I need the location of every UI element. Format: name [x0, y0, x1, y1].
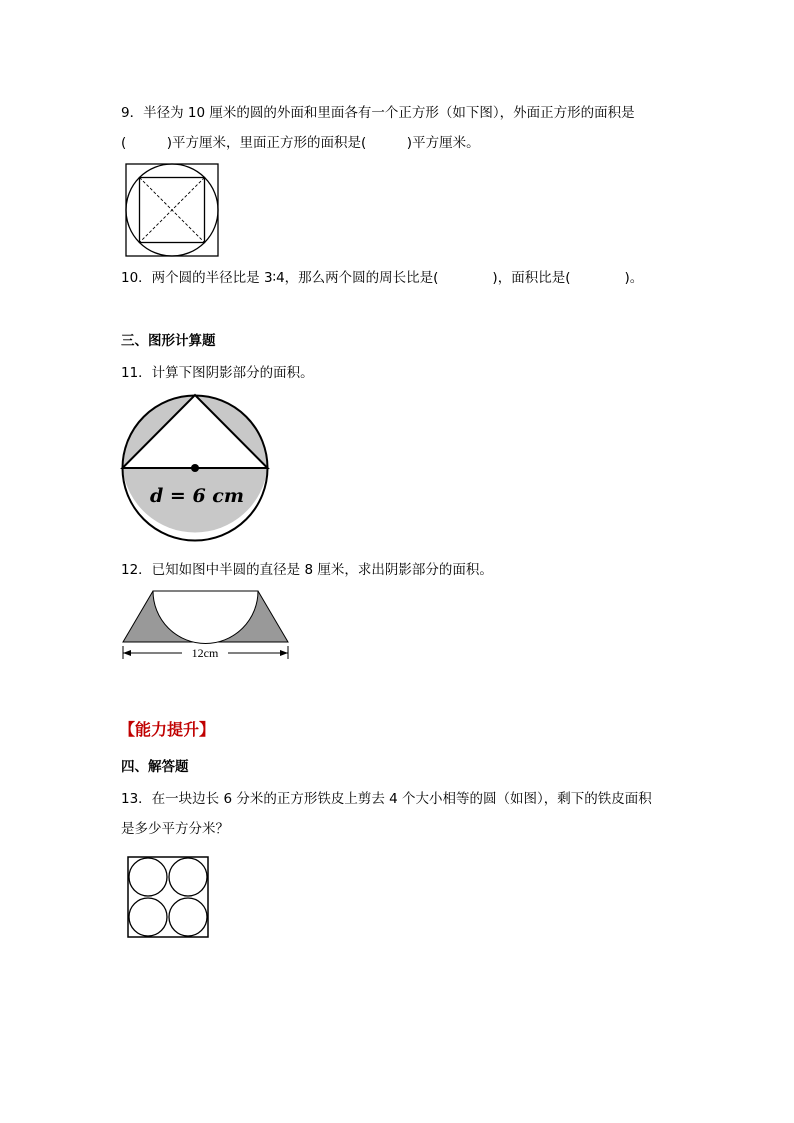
- section3-title: 三、图形计算题: [121, 333, 216, 349]
- circle-top-right: [169, 858, 207, 896]
- square: [128, 857, 208, 937]
- q9-line2: ( )平方厘米，里面正方形的面积是( )平方厘米。: [121, 135, 480, 151]
- center-dot: [191, 464, 199, 472]
- diagonal-2: [140, 178, 205, 243]
- q13-line2: 是多少平方分米？: [121, 821, 229, 837]
- q11-text: 11．计算下图阴影部分的面积。: [121, 365, 314, 381]
- q9-figure: [125, 163, 219, 257]
- q13-figure: [127, 856, 210, 939]
- q12-figure: [120, 588, 290, 662]
- section4-title: 四、解答题: [121, 759, 189, 775]
- q9-line1: 9．半径为 10 厘米的圆的外面和里面各有一个正方形（如下图），外面正方形的面积是: [121, 105, 635, 121]
- dim-arrow-left: [123, 650, 131, 656]
- dim-arrow-right: [280, 650, 288, 656]
- ability-title: 【能力提升】: [119, 720, 216, 739]
- circle-top-left: [129, 858, 167, 896]
- circle-bottom-left: [129, 898, 167, 936]
- diameter-label: d = 6 cm: [150, 485, 244, 507]
- dim-label: 12cm: [191, 646, 219, 660]
- q12-text: 12．已知如图中半圆的直径是 8 厘米，求出阴影部分的面积。: [121, 562, 493, 578]
- circle-bottom-right: [169, 898, 207, 936]
- q11-figure: [121, 395, 271, 545]
- q13-line1: 13．在一块边长 6 分米的正方形铁皮上剪去 4 个大小相等的圆（如图），剩下的铁皮面积: [121, 791, 652, 807]
- q10-text: 10．两个圆的半径比是 3∶4，那么两个圆的周长比是( )，面积比是( )。: [121, 270, 644, 286]
